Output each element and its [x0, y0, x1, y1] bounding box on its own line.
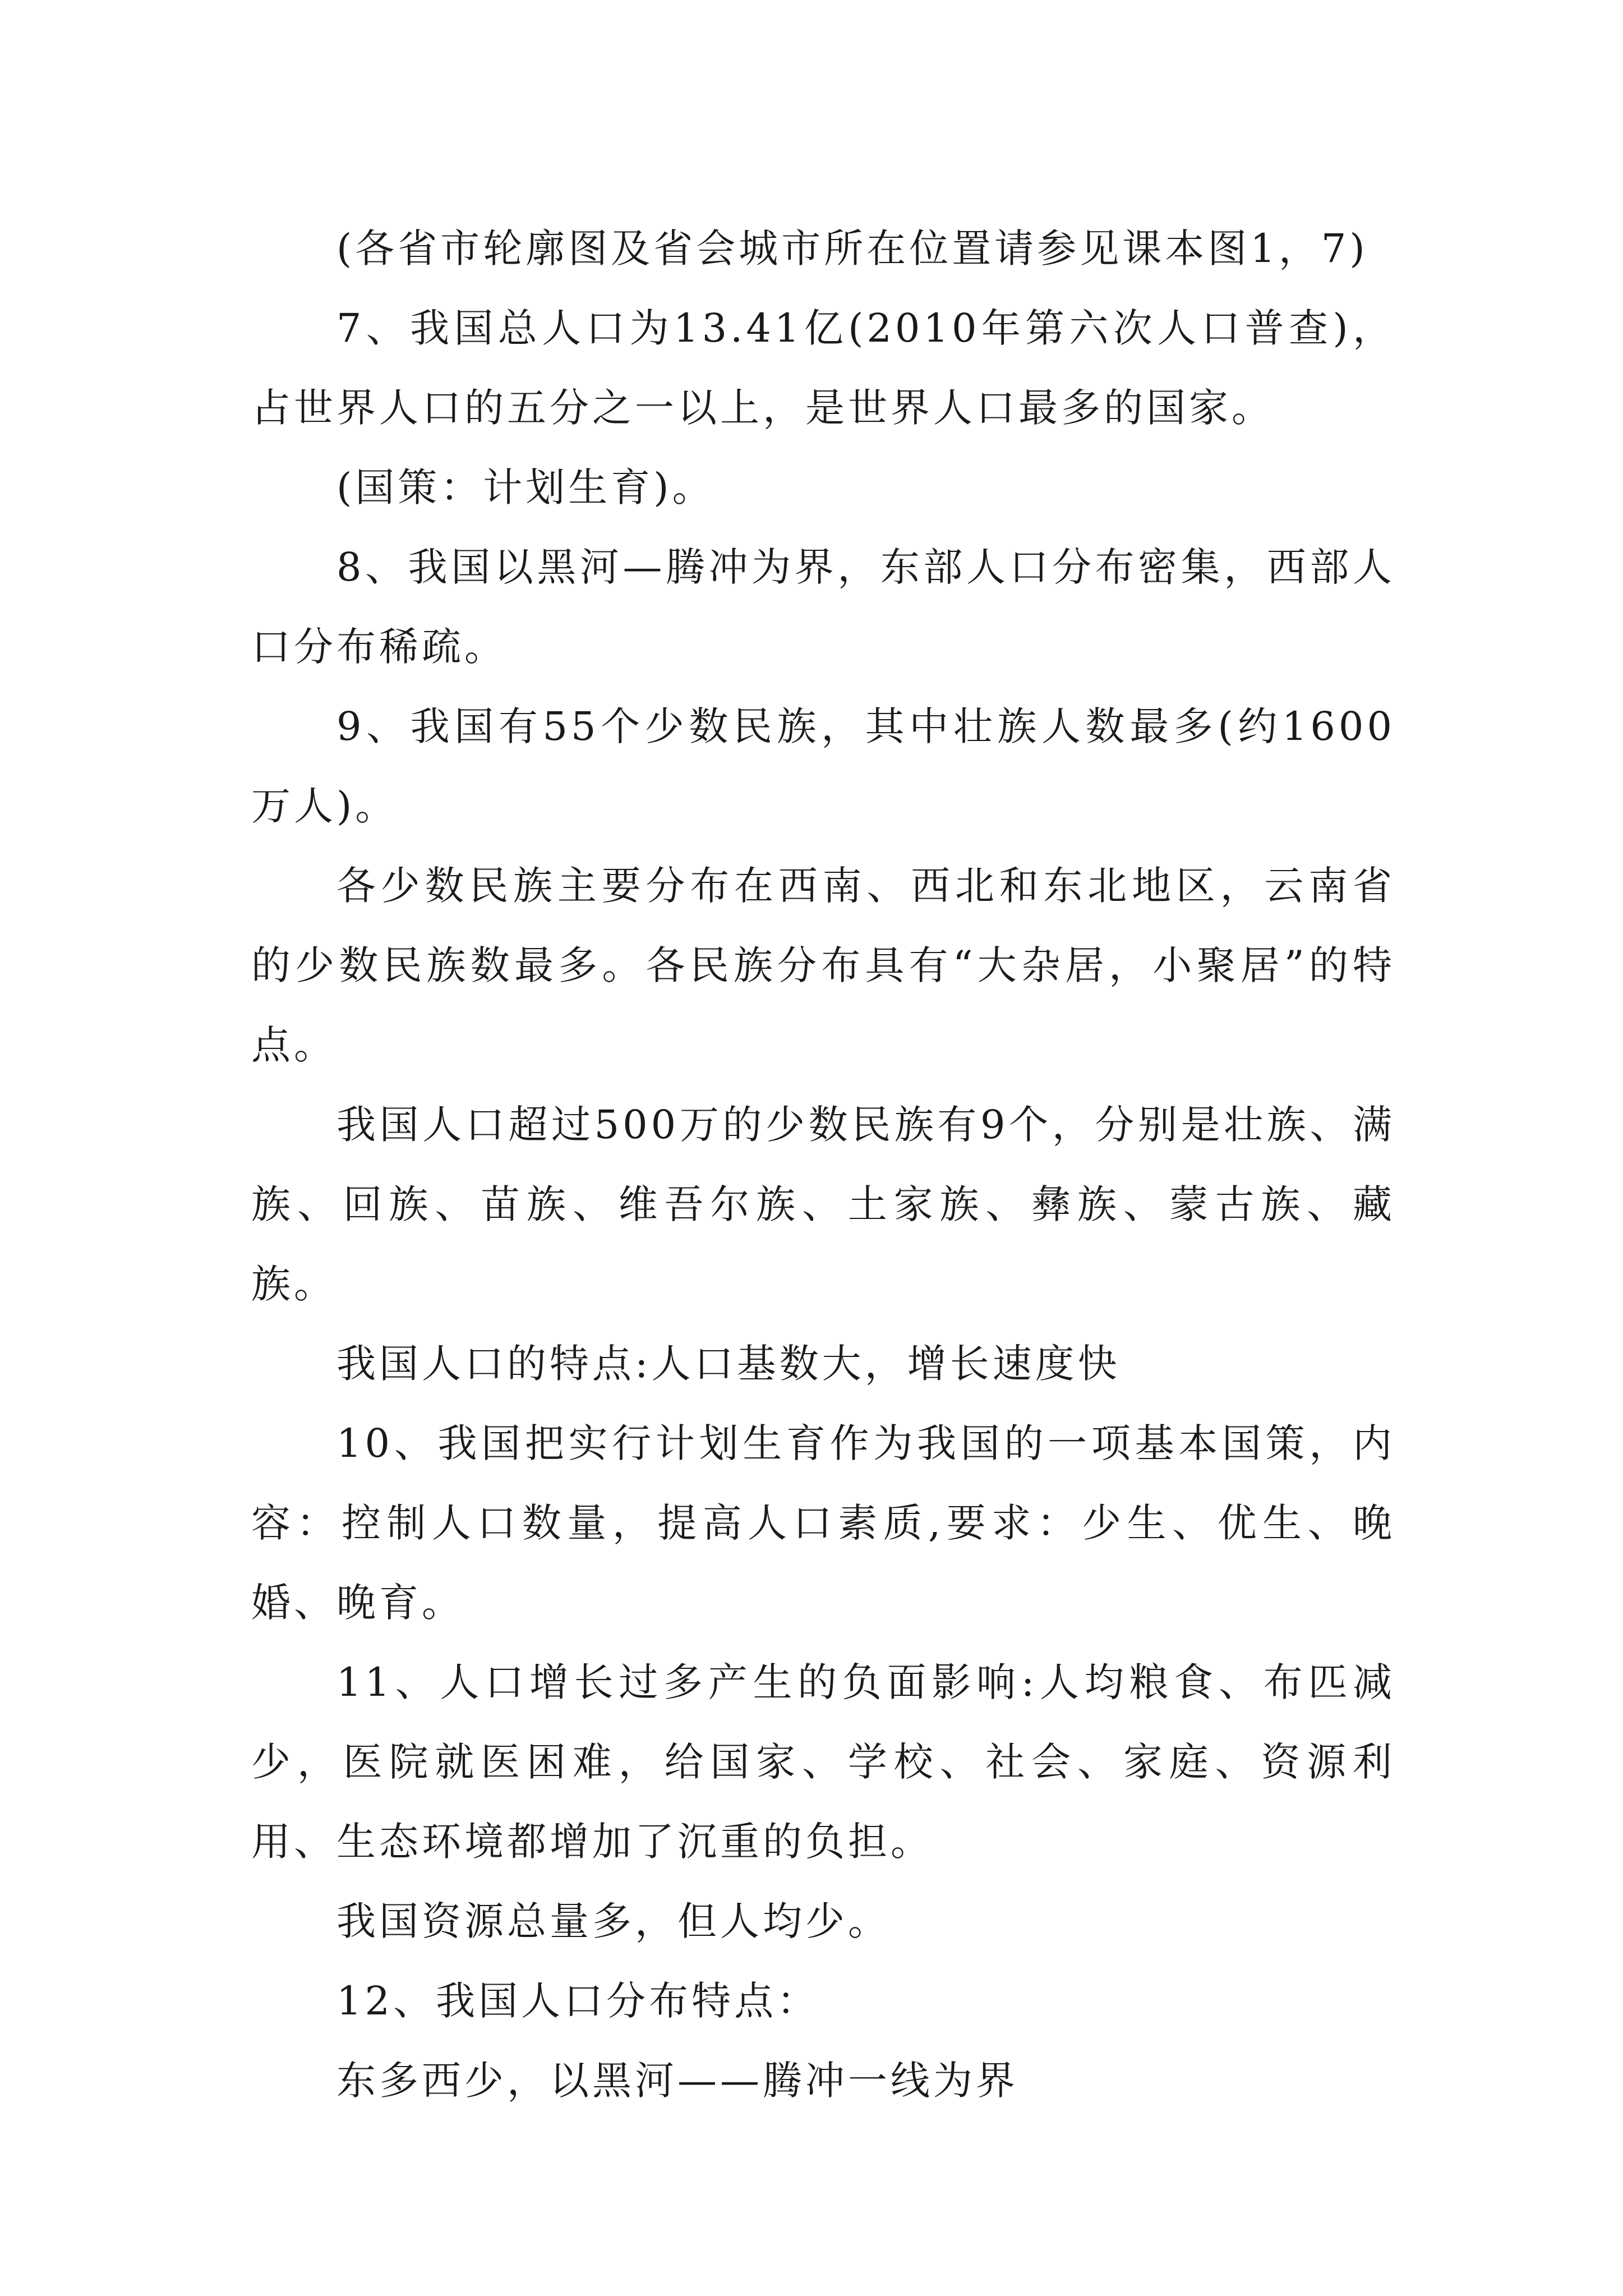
paragraph-item-9-ethnic-groups: 9、我国有55个少数民族，其中壮族人数最多(约1600万人)。	[251, 703, 1395, 829]
paragraph-resources: 我国资源总量多，但人均少。	[336, 1898, 891, 1944]
document-body	[251, 209, 1395, 2120]
paragraph-large-ethnic-groups: 我国人口超过500万的少数民族有9个，分别是壮族、满族、回族、苗族、维吾尔族、土家族、彝族、蒙古族、藏族。	[251, 1102, 1395, 1307]
paragraph-national-policy: (国策：计划生育)。	[336, 464, 715, 510]
paragraph-item-10-family-planning: 10、我国把实行计划生育作为我国的一项基本国策，内容：控制人口数量，提高人口素质,要求：少生、优生、晚婚、晚育。	[251, 1420, 1395, 1626]
paragraph-ethnic-distribution: 各少数民族主要分布在西南、西北和东北地区，云南省的少数民族数最多。各民族分布具有“大杂居，小聚居”的特点。	[251, 863, 1395, 1068]
paragraph-item-12-distribution-heading: 12、我国人口分布特点：	[336, 1978, 820, 2024]
paragraph-map-note: (各省市轮廓图及省会城市所在位置请参见课本图1，7)	[336, 226, 1368, 272]
paragraph-east-west-line: 东多西少，以黑河——腾冲一线为界	[336, 2058, 1018, 2104]
paragraph-item-11-negative-effects: 11、人口增长过多产生的负面影响:人均粮食、布匹减少，医院就医困难，给国家、学校、社会、家庭、资源利用、生态环境都增加了沉重的负担。	[251, 1659, 1395, 1865]
paragraph-population-features: 我国人口的特点:人口基数大，增长速度快	[336, 1341, 1121, 1387]
paragraph-item-7-population: 7、我国总人口为13.41亿(2010年第六次人口普查)，占世界人口的五分之一以上，是世界人口最多的国家。	[251, 305, 1395, 431]
paragraph-item-8-distribution: 8、我国以黑河—腾冲为界，东部人口分布密集，西部人口分布稀疏。	[251, 544, 1395, 670]
